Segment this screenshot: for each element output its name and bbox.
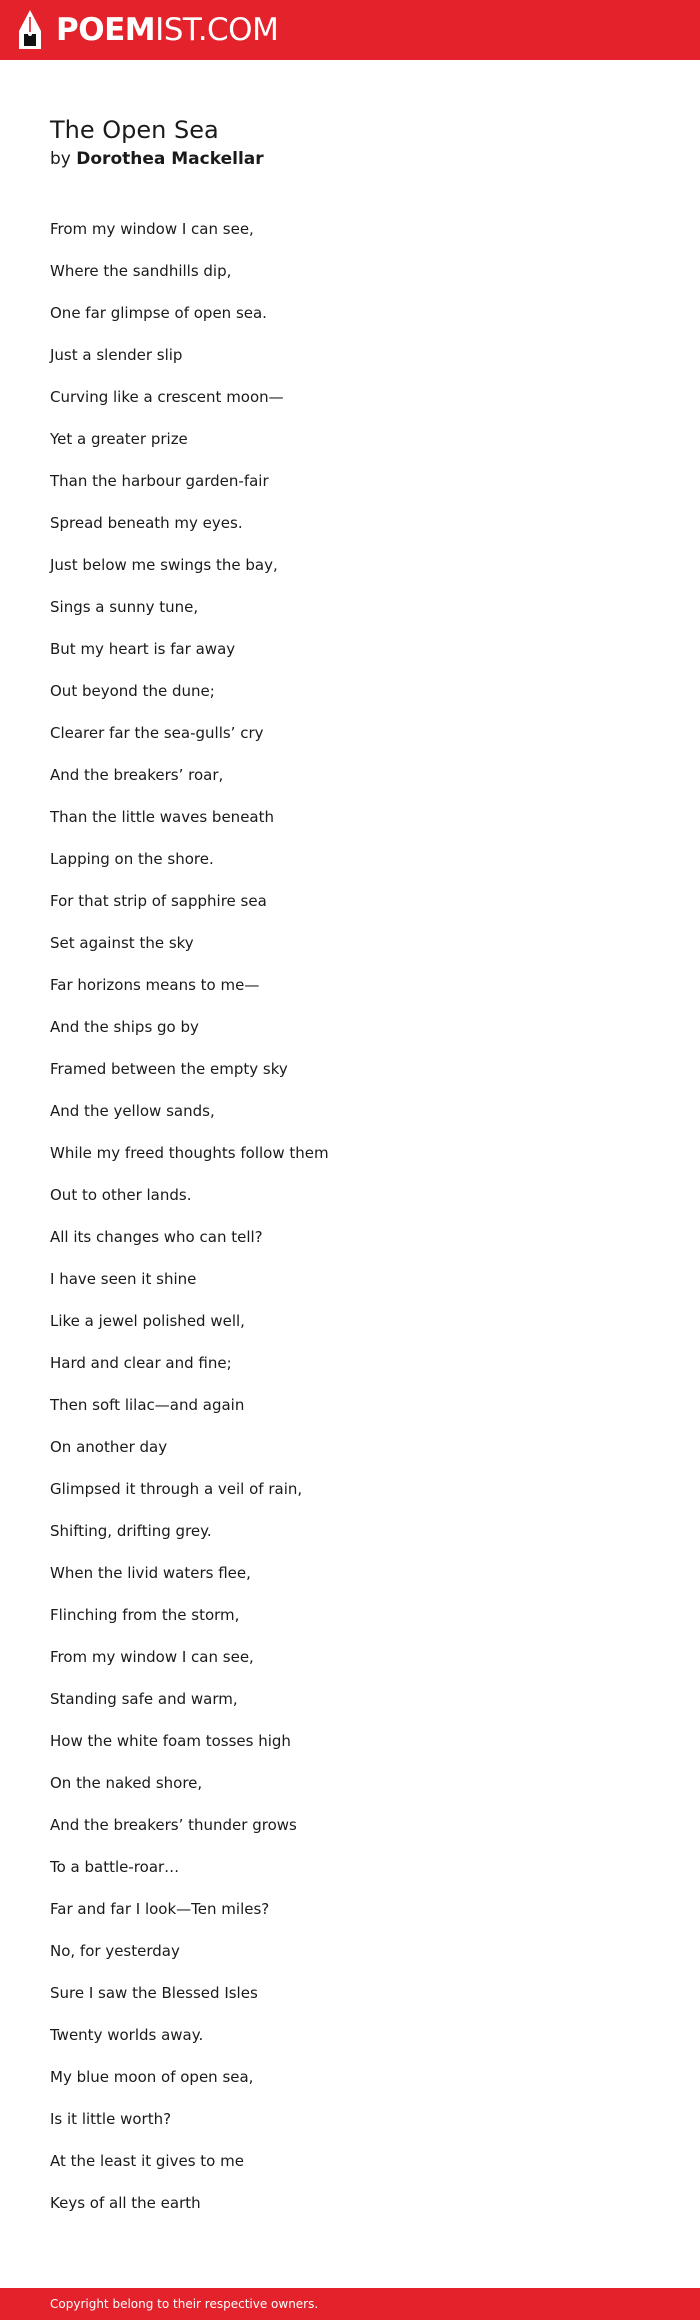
poem-line: Clearer far the sea-gulls’ cry: [50, 724, 264, 742]
poem-line: Than the harbour garden-fair: [50, 472, 269, 490]
poem-line: Like a jewel polished well,: [50, 1312, 245, 1330]
poem-title: The Open Sea: [50, 116, 219, 144]
poem-line: And the breakers’ thunder grows: [50, 1816, 297, 1834]
site-footer: [0, 2288, 700, 2320]
poem-line: Hard and clear and fine;: [50, 1354, 232, 1372]
poem-line: Far horizons means to me—: [50, 976, 260, 994]
poem-line: Shifting, drifting grey.: [50, 1522, 212, 1540]
logo-light-text: IST.COM: [155, 11, 279, 48]
poem-line: Where the sandhills dip,: [50, 262, 232, 280]
poem-line: Out beyond the dune;: [50, 682, 215, 700]
poem-author: Dorothea Mackellar: [76, 149, 264, 169]
poem-line: From my window I can see,: [50, 220, 254, 238]
poem-line: Far and far I look—Ten miles?: [50, 1900, 270, 1918]
poem-line: Yet a greater prize: [50, 430, 188, 448]
poem-line: From my window I can see,: [50, 1648, 254, 1666]
poem-line: On another day: [50, 1438, 168, 1456]
poem-line: Is it little worth?: [50, 2110, 172, 2128]
poem-line: One far glimpse of open sea.: [50, 304, 267, 322]
poem-line: Flinching from the storm,: [50, 1606, 240, 1624]
poem-line: How the white foam tosses high: [50, 1732, 291, 1750]
byline-prefix: by: [50, 149, 71, 169]
poem-line: Just below me swings the bay,: [50, 556, 278, 574]
poem-line: Standing safe and warm,: [50, 1690, 238, 1708]
poem-line: Curving like a crescent moon—: [50, 388, 284, 406]
poem-line: Just a slender slip: [50, 346, 183, 364]
poem-line: I have seen it shine: [50, 1270, 197, 1288]
logo-bold-text: POEM: [56, 11, 156, 48]
poem-line: Sings a sunny tune,: [50, 598, 199, 616]
poem-line: Spread beneath my eyes.: [50, 514, 243, 532]
poem-line: Than the little waves beneath: [50, 808, 274, 826]
poem-line: Set against the sky: [50, 934, 194, 952]
poem-line: My blue moon of open sea,: [50, 2068, 254, 2086]
poem-line: Lapping on the shore.: [50, 850, 214, 868]
poem-line: To a battle-roar…: [50, 1858, 180, 1876]
fountain-pen-nib-icon[interactable]: [16, 9, 44, 51]
poem-line: While my freed thoughts follow them: [50, 1144, 329, 1162]
site-logo[interactable]: [56, 11, 279, 48]
poem-line: No, for yesterday: [50, 1942, 180, 1960]
poem-line: When the livid waters flee,: [50, 1564, 251, 1582]
poem-body: [50, 215, 329, 2231]
poem-line: At the least it gives to me: [50, 2152, 244, 2170]
poem-line: On the naked shore,: [50, 1774, 203, 1792]
poem-line: Out to other lands.: [50, 1186, 192, 1204]
poem-line: Twenty worlds away.: [50, 2026, 204, 2044]
poem-line: Framed between the empty sky: [50, 1060, 288, 1078]
poem-line: All its changes who can tell?: [50, 1228, 263, 1246]
poem-line: And the breakers’ roar,: [50, 766, 224, 784]
poem-line: Then soft lilac—and again: [50, 1396, 245, 1414]
poem-line: But my heart is far away: [50, 640, 236, 658]
poem-line: Keys of all the earth: [50, 2194, 201, 2212]
poem-line: Glimpsed it through a veil of rain,: [50, 1480, 303, 1498]
site-header: [0, 0, 700, 60]
poem-line: Sure I saw the Blessed Isles: [50, 1984, 258, 2002]
poem-line: And the yellow sands,: [50, 1102, 215, 1120]
byline: [50, 148, 264, 170]
copyright-text: Copyright belong to their respective owners.: [50, 2297, 319, 2311]
poem-line: And the ships go by: [50, 1018, 199, 1036]
poem-line: For that strip of sapphire sea: [50, 892, 267, 910]
